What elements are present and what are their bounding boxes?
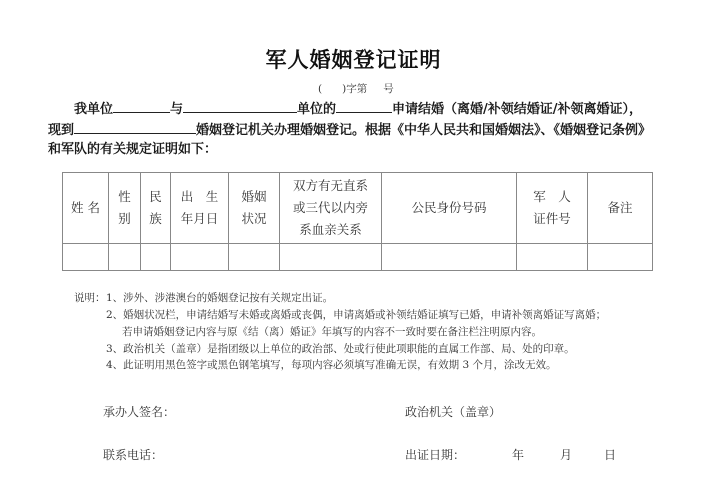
- note-item-2-cont: 若申请婚姻登记内容与原《结（离）婚证》年填写的内容不一致时要在备注栏注明原内容。: [122, 326, 542, 338]
- body-text: 现到: [48, 123, 75, 138]
- cell-marital-status[interactable]: [229, 244, 280, 271]
- body-line-1: [74, 99, 642, 119]
- contact-phone-label: 联系电话：: [103, 448, 164, 462]
- other-unit-blank[interactable]: [183, 99, 297, 113]
- col-ethnicity-header: 民 族: [141, 173, 171, 244]
- body-line-3: 和军队的有关规定证明如下：: [48, 142, 218, 157]
- cell-gender[interactable]: [109, 244, 141, 271]
- col-remarks-header: 备注: [588, 173, 653, 244]
- col-marital-status-header: 婚姻 状况: [229, 173, 280, 244]
- page-title: 军人婚姻登记证明: [265, 48, 442, 72]
- cell-name[interactable]: [63, 244, 109, 271]
- note-item-2: 2、婚姻状况栏，申请结婚写未婚或离婚或丧偶，申请离婚或补领结婚证填写已婚，申请补领离婚证写离婚；: [106, 309, 607, 321]
- col-id-number-header: 公民身份号码: [382, 173, 517, 244]
- issue-date-month: 月: [560, 448, 573, 462]
- registry-blank[interactable]: [74, 120, 196, 134]
- serial-close-paren: ): [342, 83, 347, 95]
- cell-military-id[interactable]: [517, 244, 588, 271]
- note-item-1: 1、涉外、涉港澳台的婚姻登记按有关规定出证。: [106, 292, 334, 304]
- col-gender-header: 性 别: [109, 173, 141, 244]
- handler-signature-label: 承办人签名：: [103, 405, 176, 419]
- serial-hao: 号: [383, 83, 394, 95]
- table-header-row: [63, 173, 653, 244]
- note-item-4: 4、此证明用黑色签字或黑色钢笔填写，每项内容必须填写准确无误，有效期 3 个月，涂改无效。: [106, 359, 557, 371]
- info-table: [62, 172, 653, 271]
- serial-zi-di: 字第: [346, 83, 368, 95]
- note-item-3: 3、政治机关（盖章）是指团级以上单位的政治部、处或行使此项职能的直属工作部、局、处的印章。: [106, 343, 575, 355]
- serial-open-paren: (: [318, 83, 323, 95]
- body-text: 与: [170, 102, 184, 117]
- table-row: [63, 244, 653, 271]
- issue-date-label: 出证日期：: [405, 448, 466, 462]
- body-line-2: [48, 120, 651, 140]
- body-text: 我单位: [74, 102, 114, 117]
- person-blank[interactable]: [336, 99, 392, 113]
- col-name-header: 姓 名: [63, 173, 109, 244]
- cell-remarks[interactable]: [588, 244, 653, 271]
- political-organ-seal-label: 政治机关（盖章）: [405, 405, 502, 419]
- body-text: 婚姻登记机关办理婚姻登记。根据《中华人民共和国婚姻法》、《婚姻登记条例》: [196, 123, 652, 138]
- cell-ethnicity[interactable]: [141, 244, 171, 271]
- cell-id-number[interactable]: [382, 244, 517, 271]
- col-birthdate-header: 出 生 年月日: [171, 173, 229, 244]
- col-military-id-header: 军 人 证件号: [517, 173, 588, 244]
- issue-date-year: 年: [512, 448, 525, 462]
- unit-blank[interactable]: [113, 99, 170, 113]
- notes-label: 说明：: [74, 292, 106, 304]
- body-text: 申请结婚（离婚/补领结婚证/补领离婚证），: [392, 102, 643, 117]
- serial-number: [318, 81, 394, 96]
- issue-date-day: 日: [604, 448, 617, 462]
- cell-birthdate[interactable]: [171, 244, 229, 271]
- body-text: 单位的: [297, 102, 337, 117]
- cell-kinship[interactable]: [280, 244, 382, 271]
- col-kinship-header: 双方有无直系 或三代以内旁 系血亲关系: [280, 173, 382, 244]
